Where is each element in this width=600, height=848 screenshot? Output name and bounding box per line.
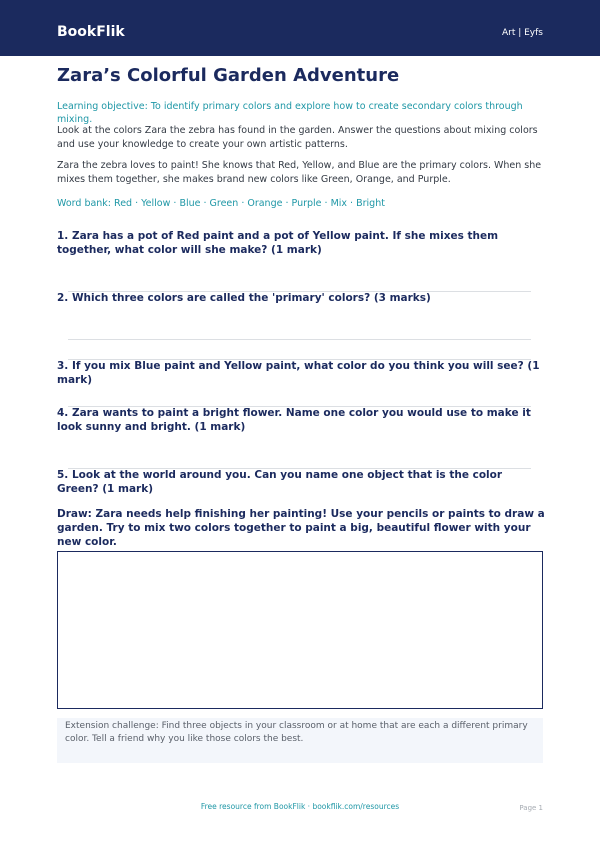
- extension-challenge-panel: [57, 718, 543, 763]
- learning-objective: Learning objective: To identify primary colors and explore how to create secondary colors through mixing.: [57, 101, 523, 125]
- worksheet-title: Zara’s Colorful Garden Adventure: [57, 65, 400, 86]
- answer-line[interactable]: [68, 339, 531, 340]
- header-bar: [0, 0, 600, 56]
- question-4: 4. Zara wants to paint a bright flower. Name one color you would use to make it look sunny and bright. (1 mark): [57, 407, 531, 433]
- question-1: 1. Zara has a pot of Red paint and a pot of Yellow paint. If she mixes them together, what color will she make? (1 mark): [57, 230, 499, 256]
- drawing-area[interactable]: [57, 551, 543, 709]
- word-bank: Word bank: Red · Yellow · Blue · Green · Orange · Purple · Mix · Bright: [57, 198, 385, 209]
- question-3: 3. If you mix Blue paint and Yellow paint, what color do you think you will see? (1 mark): [57, 360, 540, 386]
- extension-challenge-text: Extension challenge: Find three objects in your classroom or at home that are each a different primary color. Tell a friend why you like those colors the best.: [65, 721, 528, 744]
- brand-logo-text[interactable]: BookFlik: [57, 24, 125, 40]
- question-2: 2. Which three colors are called the 'primary' colors? (3 marks): [57, 292, 431, 304]
- subject-tag: Art | Eyfs: [501, 28, 543, 38]
- draw-prompt: Draw: Zara needs help finishing her painting! Use your pencils or paints to draw a garden. Try to mix two colors together to paint a big, beautiful flower with your new color.: [57, 508, 545, 548]
- question-5: 5. Look at the world around you. Can you name one object that is the color Green? (1 mark): [57, 469, 503, 495]
- story-paragraph: Zara the zebra loves to paint! She knows that Red, Yellow, and Blue are the primary colors. When she mixes them together, she makes brand new colors like Green, Orange, and Purple.: [57, 160, 542, 185]
- intro-paragraph: Look at the colors Zara the zebra has found in the garden. Answer the questions about mixing colors and use your knowledge to create your own artistic patterns.: [57, 125, 538, 150]
- page-number: Page 1: [519, 804, 543, 812]
- footer-link[interactable]: Free resource from BookFlik · bookflik.com/resources: [200, 802, 400, 811]
